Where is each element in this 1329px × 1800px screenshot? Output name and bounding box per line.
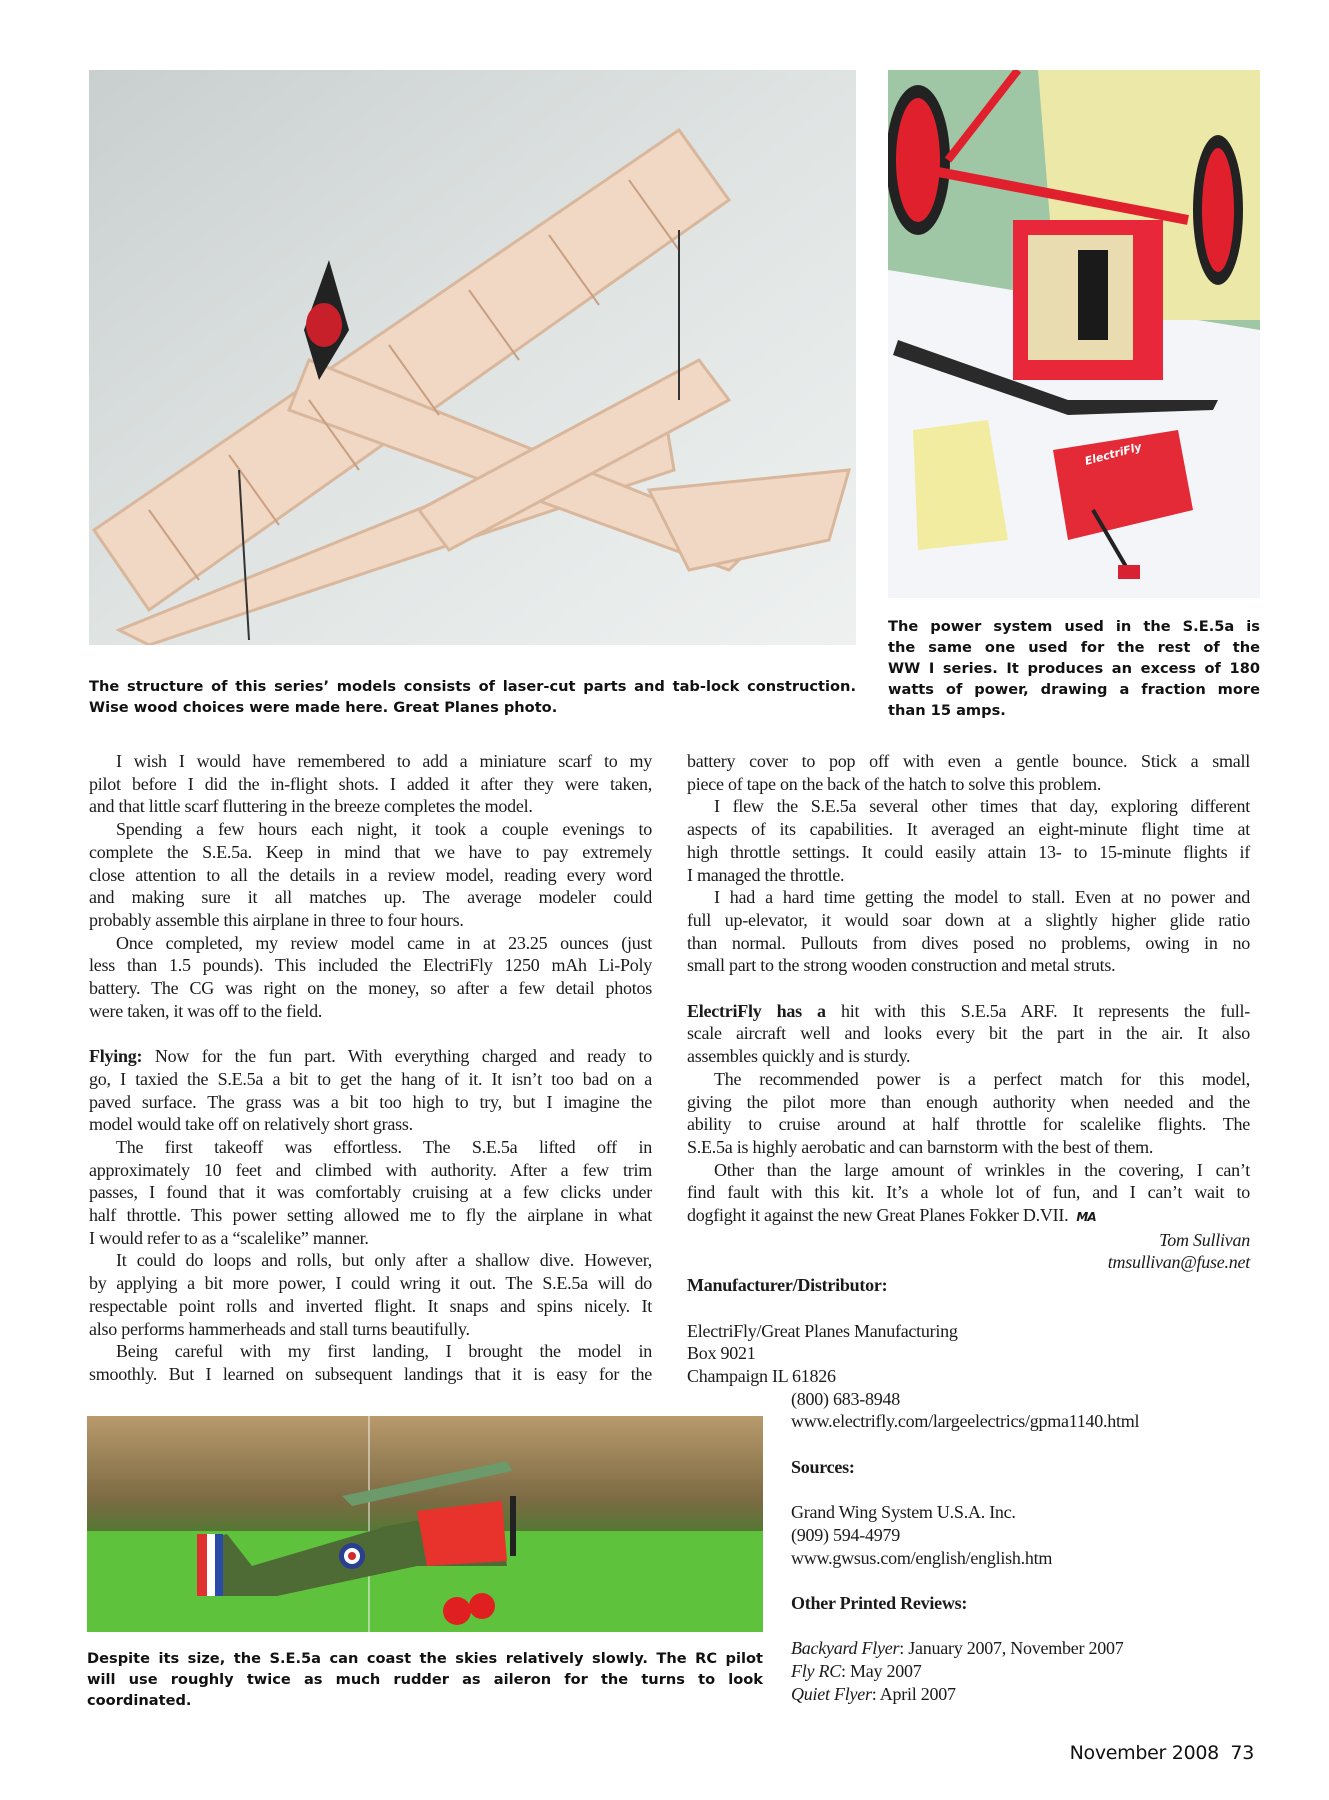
paragraph [687,1068,1250,1159]
line-text: small part to the strong wooden construction and metal struts. [687,955,1116,976]
line-text: The first takeoff was effortless. The S.E.5a lifted off in [116,1136,652,1157]
other-reviews-heading: Other Printed Reviews: [791,1592,968,1613]
line-text: half throttle. This power setting allowed me to fly the airplane in what [89,1205,652,1226]
power-system-caption [888,616,1260,721]
line-text: scale aircraft well and looks every bit the part in the air. It also [687,1023,1250,1044]
sources-name: Grand Wing System U.S.A. Inc. [791,1502,1016,1523]
manufacturer-phone: (800) 683-8948 [791,1388,900,1409]
text-line [89,1363,652,1386]
caption-line: The structure of this series’ models consists of laser-cut parts and tab-lock construction. [89,678,856,695]
sources-phone: (909) 594-4979 [791,1524,900,1545]
line-text: respectable point rolls and inverted flight. It snaps and spins nicely. It [89,1295,652,1316]
text-line [687,1091,1250,1114]
caption-line: than 15 amps. [888,702,1006,719]
text-line [687,1113,1250,1136]
text-line [89,750,652,773]
text-line [89,1227,652,1250]
review-title: Quiet Flyer [791,1683,872,1704]
text-line [687,864,1250,887]
text-line [89,1045,652,1068]
caption-line: coordinated. [87,1692,192,1709]
text-line [89,1000,652,1023]
line-text: dogfight it against the new Great Planes Fokker D.VII. [687,1205,1069,1226]
line-text: probably assemble this airplane in three to four hours. [89,909,464,930]
text-line [89,841,652,864]
text-line [687,932,1250,955]
line-text: ability to cruise around at half throttle for scalelike flights. The [687,1114,1250,1135]
line-text: close attention to all the details in a review model, reading every word [89,864,652,885]
line-text: high throttle settings. It could easily attain 13- to 15-minute flights if [687,841,1250,862]
line-text: passes, I found that it was comfortably cruising at a few clicks under [89,1182,652,1203]
text-line [89,1136,652,1159]
article-column-1 [89,750,652,1386]
lead-in: Flying: [89,1046,143,1067]
text-line [89,1181,652,1204]
line-text: battery. The CG was right on the money, so after a few detail photos [89,978,652,999]
manufacturer-heading: Manufacturer/Distributor: [687,1275,888,1296]
manufacturer-name: ElectriFly/Great Planes Manufacturing [687,1320,958,1341]
review-item [687,1683,1250,1706]
line-text: pilot before I did the in-flight shots. I added it after they were taken, [89,773,652,794]
text-line [687,1068,1250,1091]
flight-photo-caption [87,1648,763,1711]
line-text: by applying a bit more power, I could wring it out. The S.E.5a will do [89,1273,652,1294]
review-dates: : January 2007, November 2007 [899,1638,1124,1659]
text-line [89,1295,652,1318]
line-text: full up-elevator, it would soar down at a slightly higher glide ratio [687,909,1250,930]
text-line [687,1045,1250,1068]
line-text: I would refer to as a “scalelike” manner. [89,1227,369,1248]
line-text: I had a hard time getting the model to stall. Even at no power and [714,887,1250,908]
line-text: were taken, it was off to the field. [89,1000,323,1021]
text-line [687,1000,1250,1023]
line-text: It could do loops and rolls, but only after a shallow dive. However, [116,1250,652,1271]
caption-line: the same one used for the rest of the [888,639,1260,656]
text-line [687,1181,1250,1204]
text-line [687,886,1250,909]
line-text: also performs hammerheads and stall turns beautifully. [89,1318,470,1339]
text-line [89,1159,652,1182]
paragraph [89,750,652,818]
structure-photo [89,70,856,645]
text-line [687,909,1250,932]
text-line [89,1091,652,1114]
line-text: paved surface. The grass was a bit too high to try, but I imagine the [89,1091,652,1112]
issue-date: November 2008 [1069,1742,1219,1764]
structure-photo-caption [89,676,856,718]
review-dates: : May 2007 [841,1661,922,1682]
text-line [687,818,1250,841]
caption-line: watts of power, drawing a fraction more [888,681,1260,698]
caption-line: Despite its size, the S.E.5a can coast the skies relatively slowly. The RC pilot [87,1650,763,1667]
paragraph [89,1340,652,1385]
line-text: I managed the throttle. [687,864,845,885]
line-text: I flew the S.E.5a several other times that day, exploring different [714,796,1250,817]
paragraph [687,750,1250,795]
caption-line: WW I series. It produces an excess of 180 [888,660,1260,677]
text-line [89,1068,652,1091]
paragraph [687,1000,1250,1068]
sources-url[interactable]: www.gwsus.com/english/english.htm [791,1547,1053,1568]
line-text: Once completed, my review model came in at 23.25 ounces (just [116,932,652,953]
text-line [89,1318,652,1341]
line-text: model would take off on relatively short grass. [89,1114,413,1135]
line-text: aspects of its capabilities. It averaged an eight-minute flight time at [687,819,1250,840]
text-line [687,773,1250,796]
text-line [89,1113,652,1136]
manufacturer-address: Box 9021 [687,1343,756,1364]
page-number: 73 [1230,1742,1254,1764]
line-text: approximately 10 feet and climbed with authority. After a few trim [89,1159,652,1180]
line-text: assembles quickly and is sturdy. [687,1046,911,1067]
text-line [89,932,652,955]
manufacturer-city: Champaign IL 61826 [687,1365,836,1386]
text-line [89,909,652,932]
text-line [89,977,652,1000]
paragraph [89,818,652,932]
line-text: smoothly. But I learned on subsequent landings that it is easy for the [89,1363,652,1384]
line-text: and making sure it all matches up. The average modeler could [89,887,652,908]
sources-heading: Sources: [791,1456,855,1477]
flight-photo [87,1416,763,1632]
review-item [687,1637,1250,1660]
author-email[interactable]: tmsullivan@fuse.net [1107,1252,1250,1273]
text-line [89,954,652,977]
line-text: find fault with this kit. It’s a whole lot of fun, and I can’t wait to [687,1182,1250,1203]
paragraph [89,932,652,1023]
text-line [687,795,1250,818]
author-name: Tom Sullivan [1159,1229,1250,1250]
text-line [687,1136,1250,1159]
line-text: S.E.5a is highly aerobatic and can barnstorm with the best of them. [687,1136,1154,1157]
line-text: less than 1.5 pounds). This included the ElectriFly 1250 mAh Li-Poly [89,955,652,976]
line-text: Spending a few hours each night, it took a couple evenings to [116,819,652,840]
review-title: Fly RC [791,1661,841,1682]
line-text: The recommended power is a perfect match for this model, [714,1068,1250,1089]
text-line [89,1340,652,1363]
text-line [89,795,652,818]
line-text: Other than the large amount of wrinkles in the covering, I can’t [714,1159,1250,1180]
paragraph [687,795,1250,886]
paragraph-spacer [89,1022,652,1045]
line-text: Being careful with my first landing, I brought the model in [116,1341,652,1362]
text-line [687,841,1250,864]
caption-line: Wise wood choices were made here. Great Planes photo. [89,699,558,716]
line-text: than normal. Pullouts from dives posed no problems, owing in no [687,932,1250,953]
line-text: giving the pilot more than enough authority when needed and the [687,1091,1250,1112]
caption-line: will use roughly twice as much rudder as aileron for the turns to look [87,1671,763,1688]
paragraph-spacer [687,977,1250,1000]
line-text: go, I taxied the S.E.5a a bit to get the hang of it. It isn’t too bad on a [89,1068,652,1089]
text-line [89,864,652,887]
caption-line: The power system used in the S.E.5a is [888,618,1260,635]
text-line [687,1159,1250,1182]
end-mark-logo: MA [1076,1210,1096,1225]
paragraph [89,1136,652,1250]
paragraph [89,1045,652,1136]
line-text: and that little scarf fluttering in the breeze completes the model. [89,796,533,817]
review-title: Backyard Flyer [791,1638,900,1659]
line-text: Now for the fun part. With everything charged and ready to [142,1046,652,1067]
line-text: piece of tape on the back of the hatch to solve this problem. [687,773,1102,794]
line-text: hit with this S.E.5a ARF. It represents the full- [825,1000,1250,1021]
text-line [687,750,1250,773]
text-line [687,954,1250,977]
article-column-2 [687,750,1250,1705]
text-line [89,886,652,909]
review-dates: : April 2007 [871,1683,956,1704]
text-line [89,1204,652,1227]
line-text: complete the S.E.5a. Keep in mind that we have to pay extremely [89,841,652,862]
text-line [687,1204,1250,1229]
page-footer [1070,1742,1254,1764]
line-text: I wish I would have remembered to add a miniature scarf to my [116,751,652,771]
text-line [89,1249,652,1272]
text-line [89,818,652,841]
battery-label: ElectriFly [1083,440,1143,468]
manufacturer-url[interactable]: www.electrifly.com/largeelectrics/gpma1140.html [791,1411,1140,1432]
paragraph [687,1159,1250,1229]
review-item [687,1660,1250,1683]
paragraph [687,886,1250,977]
text-line [89,773,652,796]
power-system-photo [888,70,1260,598]
line-text: battery cover to pop off with even a gentle bounce. Stick a small [687,751,1250,771]
lead-in: ElectriFly has a [687,1000,826,1021]
text-line [89,1272,652,1295]
text-line [687,1022,1250,1045]
paragraph [89,1249,652,1340]
